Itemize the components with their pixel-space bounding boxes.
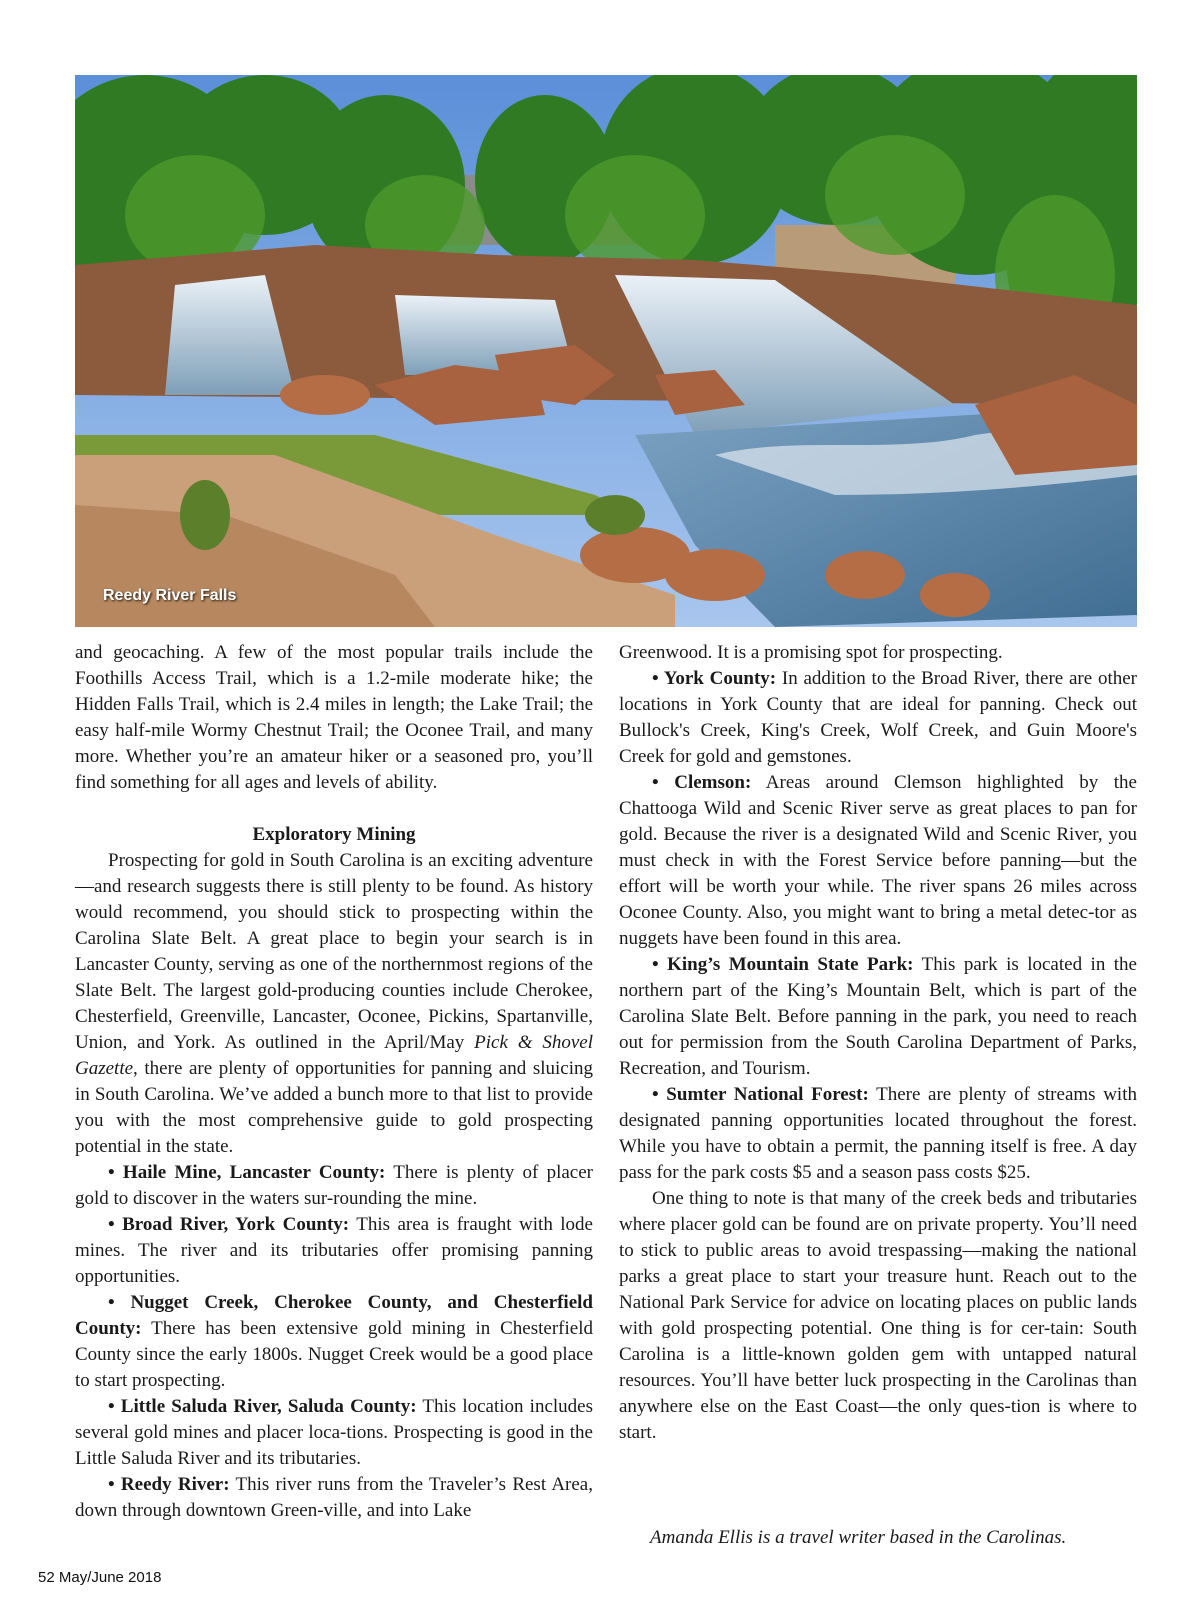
intro-paragraph: and geocaching. A few of the most popular trails include the Foothills Access Trail, which is a 1.2-mile moderate hike; the Hidden Falls Trail, which is 2.4 miles in length; the Lake Trail; the easy half-mile Wormy Chestnut Trail; the Oconee Trail, and many more. Whether you’re an amateur hiker or a seasoned pro, you’ll find something for all ages and levels of ability. — [75, 642, 593, 793]
continuation-paragraph: Greenwood. It is a promising spot for prospecting. — [619, 642, 1003, 663]
list-item: • Clemson: Areas around Clemson highlighted by the Chattooga Wild and Scenic River serve as great places to pan for gold. Because the river is a designated Wild and Scenic River, you must check in with the Forest Service before panning—but the effort will be worth your while. The river spans 26 miles across Oconee County. Also, you might want to bring a metal detec-tor as nuggets have been found in this area. — [619, 772, 1137, 949]
photo-caption: Reedy River Falls — [103, 587, 237, 604]
list-item: • Haile Mine, Lancaster County: There is plenty of placer gold to discover in the waters sur-rounding the mine. — [75, 1162, 594, 1209]
body-paragraph: Prospecting for gold in South Carolina is an exciting adventure—and research suggests there is still plenty to be found. As history would recommend, you should stick to prospecting within the Carolina Slate Belt. A great place to begin your search is in Lancaster County, serving as one of the northernmost regions of the Slate Belt. The largest gold-producing counties include Cherokee, Chesterfield, Greenville, Lancaster, Oconee, Pickins, Spartanville, Union, and York. As outlined in the April/May Pick & Shovel Gazette, there are plenty of opportunities for panning and sluicing in South Carolina. We’ve added a bunch more to that list to provide you with the most comprehensive guide to gold prospecting potential in the state. — [75, 850, 593, 1157]
left-column — [75, 640, 593, 1524]
list-item: • Nugget Creek, Cherokee County, and Chesterfield County: There has been extensive gold mining in Chesterfield County since the early 1800s. Nugget Creek would be a good place to start prospecting. — [75, 1292, 593, 1391]
list-item: • King’s Mountain State Park: This park is located in the northern part of the King’s Mountain Belt, which is part of the Carolina Slate Belt. Before panning in the park, you need to reach out for permission from the South Carolina Department of Parks, Recreation, and Tourism. — [619, 954, 1137, 1079]
author-byline: Amanda Ellis is a travel writer based in the Carolinas. — [650, 1527, 1067, 1548]
section-heading: Exploratory Mining — [252, 824, 416, 845]
waterfall-illustration — [75, 75, 1137, 627]
list-item: • Little Saluda River, Saluda County: This location includes several gold mines and placer loca-tions. Prospecting is good in the Little Saluda River and its tributaries. — [75, 1396, 593, 1469]
list-item: • York County: In addition to the Broad River, there are other locations in York County that are ideal for panning. Check out Bullock's Creek, King's Creek, Wolf Creek, and Guin Moore's Creek for gold and gemstones. — [619, 668, 1137, 767]
list-item: • Sumter National Forest: There are plenty of streams with designated panning opportunities located throughout the forest. While you have to obtain a permit, the panning itself is free. A day pass for the park costs $5 and a season pass costs $25. — [619, 1084, 1137, 1183]
right-column — [619, 640, 1137, 1446]
page-folio: 52 May/June 2018 — [38, 1569, 162, 1586]
publication-title: Pick & Shovel Gazette — [75, 1032, 593, 1079]
feature-photo — [75, 75, 1137, 627]
list-item: • Reedy River: This river runs from the Traveler’s Rest Area, down through downtown Green-ville, and into Lake — [75, 1474, 593, 1521]
closing-paragraph: One thing to note is that many of the creek beds and tributaries where placer gold can be found are on private property. You’ll need to stick to public areas to avoid trespassing—making the national parks a great place to start your treasure hunt. Reach out to the National Park Service for advice on locating places on public lands with gold prospecting potential. One thing is for cer-tain: South Carolina is a little-known golden gem with untapped natural resources. You’ll have better luck prospecting in the Carolinas than anywhere else on the East Coast—the only ques-tion is where to start. — [619, 1188, 1137, 1443]
list-item: • Broad River, York County: This area is fraught with lode mines. The river and its tributaries offer promising panning opportunities. — [75, 1214, 593, 1287]
